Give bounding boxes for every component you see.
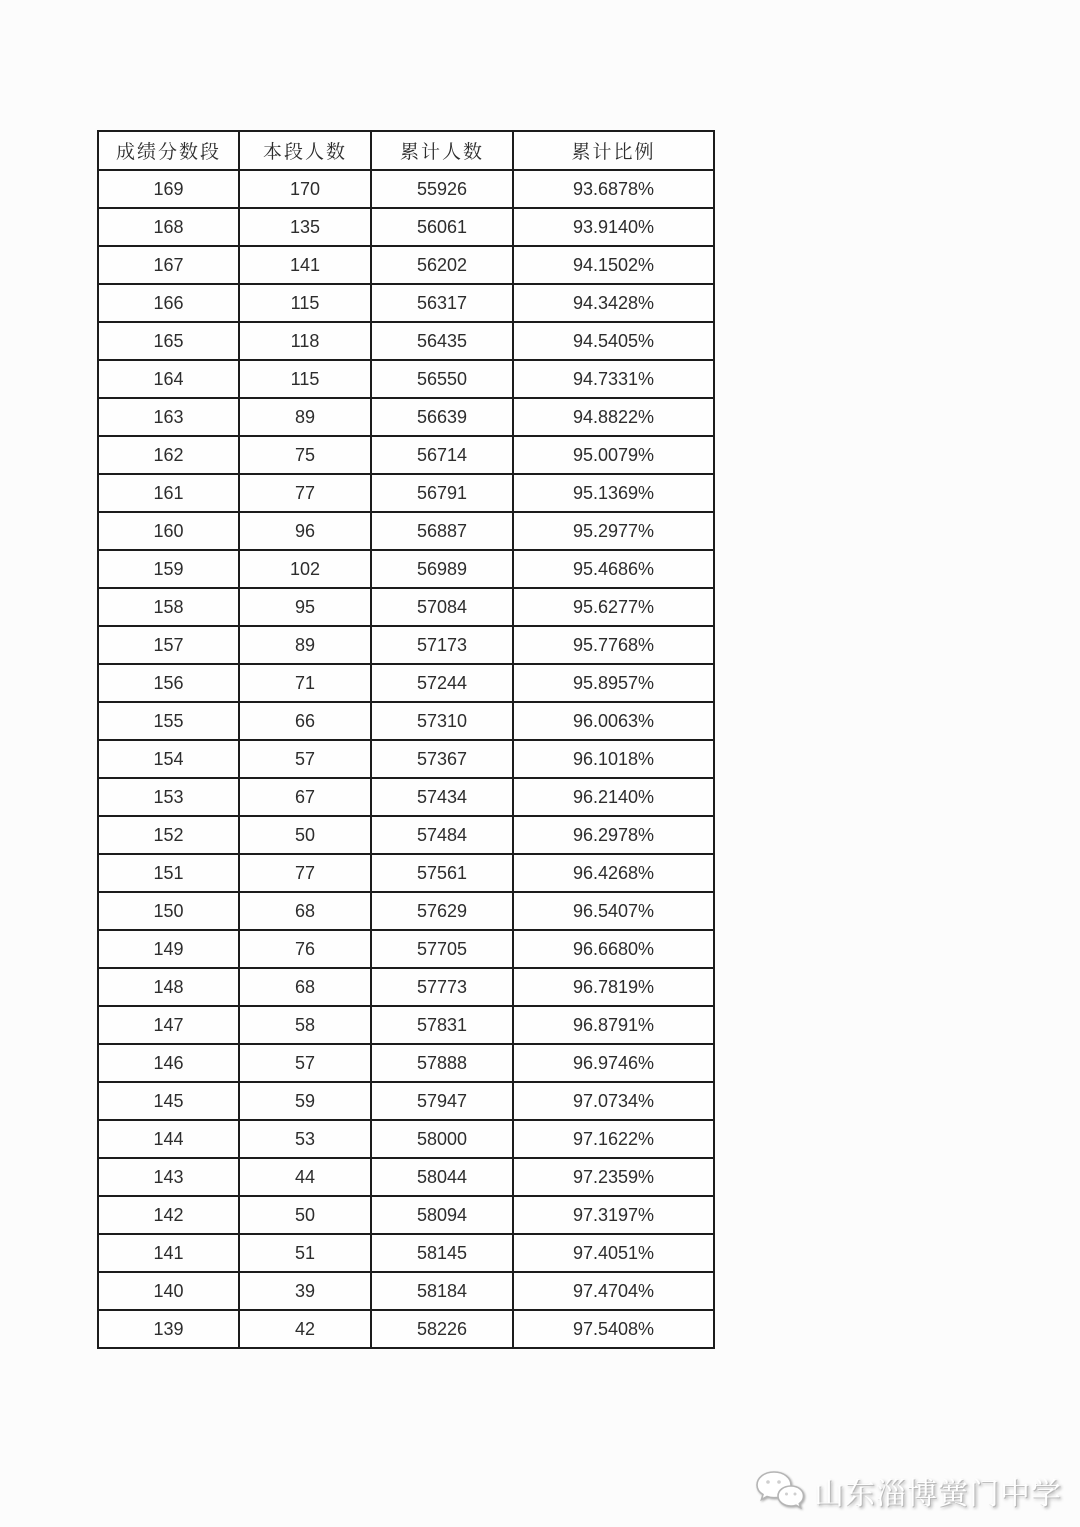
cell-cumulative-ratio: 96.4268%	[513, 854, 714, 892]
cell-cumulative-ratio: 97.3197%	[513, 1196, 714, 1234]
cell-cumulative-ratio: 96.6680%	[513, 930, 714, 968]
cell-cumulative-count: 56202	[371, 246, 513, 284]
cell-segment-count: 51	[239, 1234, 371, 1272]
cell-segment-count: 135	[239, 208, 371, 246]
cell-score-range: 162	[98, 436, 239, 474]
table-row	[98, 512, 714, 550]
cell-segment-count: 53	[239, 1120, 371, 1158]
cell-segment-count: 75	[239, 436, 371, 474]
table-row	[98, 740, 714, 778]
cell-cumulative-ratio: 97.2359%	[513, 1158, 714, 1196]
table-row	[98, 398, 714, 436]
cell-score-range: 160	[98, 512, 239, 550]
cell-score-range: 157	[98, 626, 239, 664]
cell-cumulative-count: 57947	[371, 1082, 513, 1120]
cell-segment-count: 118	[239, 322, 371, 360]
cell-score-range: 141	[98, 1234, 239, 1272]
table-row	[98, 170, 714, 208]
table-row	[98, 284, 714, 322]
cell-segment-count: 58	[239, 1006, 371, 1044]
cell-cumulative-count: 58184	[371, 1272, 513, 1310]
cell-score-range: 167	[98, 246, 239, 284]
header-cumulative-count: 累计人数	[371, 131, 513, 170]
cell-score-range: 139	[98, 1310, 239, 1348]
cell-cumulative-count: 57831	[371, 1006, 513, 1044]
table-row	[98, 892, 714, 930]
cell-segment-count: 141	[239, 246, 371, 284]
table-row	[98, 930, 714, 968]
table-row	[98, 1082, 714, 1120]
table-row	[98, 1310, 714, 1348]
cell-segment-count: 59	[239, 1082, 371, 1120]
cell-cumulative-ratio: 97.5408%	[513, 1310, 714, 1348]
table-row	[98, 1272, 714, 1310]
cell-score-range: 164	[98, 360, 239, 398]
cell-segment-count: 57	[239, 740, 371, 778]
cell-cumulative-count: 56989	[371, 550, 513, 588]
cell-cumulative-ratio: 97.4051%	[513, 1234, 714, 1272]
cell-cumulative-count: 56791	[371, 474, 513, 512]
cell-segment-count: 68	[239, 892, 371, 930]
cell-cumulative-ratio: 94.3428%	[513, 284, 714, 322]
cell-score-range: 166	[98, 284, 239, 322]
cell-segment-count: 50	[239, 1196, 371, 1234]
cell-cumulative-count: 57434	[371, 778, 513, 816]
cell-cumulative-ratio: 95.4686%	[513, 550, 714, 588]
cell-cumulative-ratio: 96.2140%	[513, 778, 714, 816]
table-row	[98, 550, 714, 588]
cell-score-range: 149	[98, 930, 239, 968]
cell-score-range: 156	[98, 664, 239, 702]
cell-segment-count: 39	[239, 1272, 371, 1310]
cell-cumulative-count: 56887	[371, 512, 513, 550]
cell-cumulative-ratio: 94.5405%	[513, 322, 714, 360]
table-row	[98, 702, 714, 740]
cell-score-range: 165	[98, 322, 239, 360]
cell-segment-count: 89	[239, 398, 371, 436]
table-row	[98, 854, 714, 892]
cell-cumulative-ratio: 94.1502%	[513, 246, 714, 284]
cell-cumulative-ratio: 96.9746%	[513, 1044, 714, 1082]
cell-score-range: 159	[98, 550, 239, 588]
cell-score-range: 142	[98, 1196, 239, 1234]
table-row	[98, 626, 714, 664]
table-row	[98, 1120, 714, 1158]
cell-cumulative-ratio: 96.5407%	[513, 892, 714, 930]
cell-score-range: 140	[98, 1272, 239, 1310]
cell-score-range: 151	[98, 854, 239, 892]
cell-cumulative-count: 57173	[371, 626, 513, 664]
cell-cumulative-ratio: 96.1018%	[513, 740, 714, 778]
cell-cumulative-ratio: 97.4704%	[513, 1272, 714, 1310]
cell-score-range: 153	[98, 778, 239, 816]
cell-segment-count: 50	[239, 816, 371, 854]
cell-segment-count: 68	[239, 968, 371, 1006]
cell-cumulative-count: 56317	[371, 284, 513, 322]
cell-cumulative-ratio: 95.1369%	[513, 474, 714, 512]
cell-segment-count: 66	[239, 702, 371, 740]
cell-segment-count: 57	[239, 1044, 371, 1082]
table-row	[98, 778, 714, 816]
cell-cumulative-count: 57484	[371, 816, 513, 854]
table-row	[98, 1044, 714, 1082]
table-row	[98, 588, 714, 626]
cell-cumulative-ratio: 94.8822%	[513, 398, 714, 436]
cell-cumulative-count: 56550	[371, 360, 513, 398]
table-row	[98, 1158, 714, 1196]
cell-cumulative-ratio: 95.8957%	[513, 664, 714, 702]
cell-cumulative-ratio: 93.6878%	[513, 170, 714, 208]
cell-cumulative-count: 57310	[371, 702, 513, 740]
cell-cumulative-ratio: 94.7331%	[513, 360, 714, 398]
cell-score-range: 147	[98, 1006, 239, 1044]
cell-segment-count: 77	[239, 474, 371, 512]
cell-score-range: 161	[98, 474, 239, 512]
cell-cumulative-count: 57888	[371, 1044, 513, 1082]
cell-cumulative-count: 58145	[371, 1234, 513, 1272]
cell-score-range: 146	[98, 1044, 239, 1082]
cell-cumulative-ratio: 96.0063%	[513, 702, 714, 740]
cell-segment-count: 77	[239, 854, 371, 892]
cell-cumulative-ratio: 97.1622%	[513, 1120, 714, 1158]
cell-cumulative-ratio: 95.2977%	[513, 512, 714, 550]
table-row	[98, 1006, 714, 1044]
cell-cumulative-ratio: 95.7768%	[513, 626, 714, 664]
cell-score-range: 158	[98, 588, 239, 626]
header-score-range: 成绩分数段	[98, 131, 239, 170]
cell-score-range: 154	[98, 740, 239, 778]
cell-cumulative-count: 58226	[371, 1310, 513, 1348]
cell-cumulative-count: 57244	[371, 664, 513, 702]
table-row	[98, 1196, 714, 1234]
cell-score-range: 148	[98, 968, 239, 1006]
cell-score-range: 150	[98, 892, 239, 930]
table-row	[98, 436, 714, 474]
header-cumulative-ratio: 累计比例	[513, 131, 714, 170]
cell-segment-count: 115	[239, 360, 371, 398]
cell-score-range: 152	[98, 816, 239, 854]
cell-score-range: 143	[98, 1158, 239, 1196]
cell-cumulative-count: 58044	[371, 1158, 513, 1196]
watermark-text: 山东淄博黉门中学	[814, 1478, 1062, 1511]
header-row	[98, 131, 714, 170]
cell-score-range: 144	[98, 1120, 239, 1158]
cell-segment-count: 170	[239, 170, 371, 208]
cell-segment-count: 67	[239, 778, 371, 816]
cell-cumulative-count: 57629	[371, 892, 513, 930]
cell-segment-count: 102	[239, 550, 371, 588]
cell-cumulative-count: 55926	[371, 170, 513, 208]
table-row	[98, 474, 714, 512]
cell-cumulative-ratio: 96.2978%	[513, 816, 714, 854]
cell-cumulative-count: 56714	[371, 436, 513, 474]
cell-segment-count: 42	[239, 1310, 371, 1348]
table-row	[98, 322, 714, 360]
table-header	[98, 131, 714, 170]
cell-segment-count: 89	[239, 626, 371, 664]
cell-segment-count: 96	[239, 512, 371, 550]
table-row	[98, 664, 714, 702]
table-row	[98, 1234, 714, 1272]
cell-cumulative-count: 57773	[371, 968, 513, 1006]
cell-cumulative-ratio: 93.9140%	[513, 208, 714, 246]
cell-cumulative-count: 56435	[371, 322, 513, 360]
cell-cumulative-ratio: 96.7819%	[513, 968, 714, 1006]
table-row	[98, 360, 714, 398]
cell-cumulative-ratio: 95.6277%	[513, 588, 714, 626]
table-row	[98, 208, 714, 246]
table-row	[98, 816, 714, 854]
cell-cumulative-ratio: 95.0079%	[513, 436, 714, 474]
cell-segment-count: 44	[239, 1158, 371, 1196]
cell-cumulative-ratio: 97.0734%	[513, 1082, 714, 1120]
header-segment-count: 本段人数	[239, 131, 371, 170]
cell-cumulative-count: 57367	[371, 740, 513, 778]
cell-score-range: 155	[98, 702, 239, 740]
cell-cumulative-count: 57561	[371, 854, 513, 892]
cell-segment-count: 95	[239, 588, 371, 626]
cell-score-range: 168	[98, 208, 239, 246]
table-body	[98, 170, 714, 1348]
score-distribution-table	[97, 130, 715, 1349]
table-row	[98, 968, 714, 1006]
cell-score-range: 163	[98, 398, 239, 436]
cell-segment-count: 115	[239, 284, 371, 322]
cell-segment-count: 76	[239, 930, 371, 968]
cell-cumulative-count: 58094	[371, 1196, 513, 1234]
cell-cumulative-ratio: 96.8791%	[513, 1006, 714, 1044]
cell-score-range: 145	[98, 1082, 239, 1120]
watermark	[754, 1469, 1062, 1513]
cell-cumulative-count: 56061	[371, 208, 513, 246]
cell-score-range: 169	[98, 170, 239, 208]
table-row	[98, 246, 714, 284]
wechat-icon	[754, 1469, 806, 1513]
cell-cumulative-count: 58000	[371, 1120, 513, 1158]
cell-cumulative-count: 57705	[371, 930, 513, 968]
cell-cumulative-count: 57084	[371, 588, 513, 626]
cell-cumulative-count: 56639	[371, 398, 513, 436]
cell-segment-count: 71	[239, 664, 371, 702]
